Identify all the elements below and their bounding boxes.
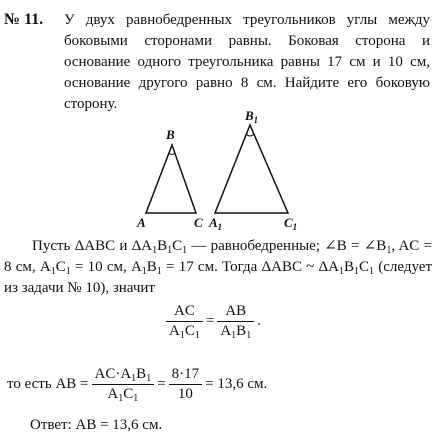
result-equation: то есть AB = $\frac{AC\cdot A_1B_1}{A_1C_1}$ = $\frac{8\cdot 17}{10}$ = 13,6 см. <box>7 366 268 404</box>
label-b: B <box>166 127 175 142</box>
fraction-ac: $\frac{AC}{A_1C_1}$ <box>166 303 203 340</box>
fraction-numeric: $\frac{8\cdot 17}{10}$ <box>169 366 203 403</box>
solution-paragraph: Пусть ΔABC и $\Delta A_1B_1C_1$ — равнобедренные; ∠B = $\angle B_1$, AC = 8 см, $A_1C_1 = 10$ см, $A_1B_1 = 17$ см. Тогда ΔABC ~ $\Delta A_1B_1C_1$ (следует из задачи № 10), значит <box>4 238 433 296</box>
triangles-figure <box>120 105 320 235</box>
large-triangle <box>215 125 288 213</box>
fraction-ab: $\frac{AB}{A_1B_1}$ <box>217 303 254 340</box>
proportion-equation: $\frac{AC}{A_1C_1}$ = $\frac{AB}{A_1B_1}$ . <box>166 303 264 340</box>
label-a1: $A_1$ <box>209 215 223 232</box>
problem-number: № 11. <box>4 11 44 28</box>
small-triangle <box>146 145 196 213</box>
answer-line: Ответ: AB = 13,6 см. <box>30 417 163 433</box>
label-a: A <box>137 215 146 230</box>
label-c1: $C_1$ <box>284 215 298 232</box>
problem-text: У двух равнобедренных треугольников углы между боковыми сторонами равны. Боковая сторона и основание одного треугольника равны 17 см и 10 см, основание другого равно 8 см. Найдите его боковую сторону. <box>64 12 430 112</box>
solution-text <box>4 236 432 299</box>
label-b1: $B_1$ <box>245 108 259 125</box>
fraction-formula: $\frac{AC\cdot A_1B_1}{A_1C_1}$ <box>92 366 155 403</box>
problem-statement <box>64 10 430 115</box>
label-c: C <box>194 215 203 230</box>
